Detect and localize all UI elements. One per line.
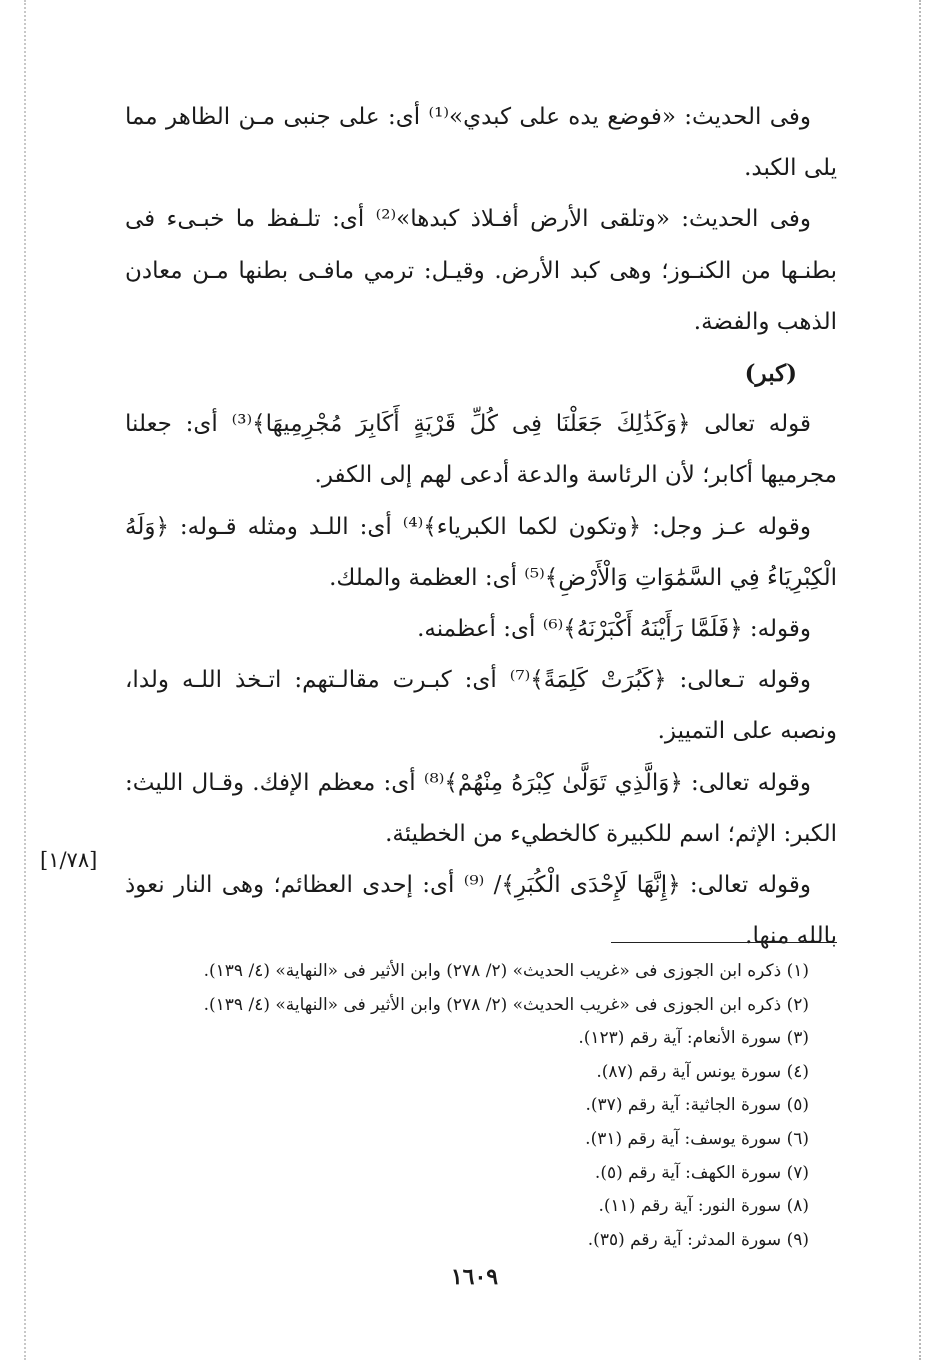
paragraph-akabir: قوله تعالى ﴿وَكَذَٰلِكَ جَعَلْنَا فِى كُلِّ قَرْيَةٍ أَكَابِرَ مُجْرِمِيهَا﴾⁽³⁾ أى: جعلنا مجرميها أكابر؛ لأن الرئاسة والدعة أدعى لهم إلى الكفر. (125, 411, 837, 489)
paragraph-kabid-hadith-1: وفى الحديث: «فوضع يده على كبدي»⁽¹⁾ أى: على جنبى مـن الظاهر مما يلى الكبد. (125, 104, 837, 182)
footnote-item: (٢) ذكره ابن الجوزى فى «غريب الحديث» (٢/ ٢٧٨) وابن الأثير فى «النهاية» (٤/ ١٣٩). (203, 994, 809, 1015)
page-number: ١٦٠٩ (450, 1264, 499, 1290)
footnote-item: (٣) سورة الأنعام: آية رقم (١٢٣). (578, 1028, 809, 1049)
footnote-item: (١) ذكره ابن الجوزى فى «غريب الحديث» (٢/ ٢٧٨) وابن الأثير فى «النهاية» (٤/ ١٣٩). (203, 961, 809, 981)
footnote-item: (٩) سورة المدثر: آية رقم (٣٥). (587, 1229, 809, 1250)
manuscript-folio-note: [١/٧٨] (40, 848, 98, 872)
footnotes-list (129, 955, 809, 1257)
footnote-item: (٦) سورة يوسف: آية رقم (٣١). (585, 1128, 809, 1149)
footnote-item: (٤) سورة يونس آية رقم (٨٧). (596, 1061, 809, 1082)
footnote-item: (٨) سورة النور: آية رقم (١١). (598, 1196, 809, 1217)
footnote-separator (611, 942, 837, 943)
paragraph-kibriya: وقوله عـز وجل: ﴿وتكون لكما الكبرياء﴾⁽⁴⁾ أى: اللـد ومثله قـوله: ﴿وَلَهُ الْكِبْرِيَاءُ فِي السَّمَٰوَاتِ وَالْأَرْضِ﴾⁽⁵⁾ أى: العظمة والملك. (125, 513, 837, 591)
scan-edge-left (24, 0, 26, 1360)
paragraph-kubar: وقوله تعالى: ﴿إِنَّهَا لَإِحْدَى الْكُبَرِ﴾/ ⁽⁹⁾ أى: إحدى العظائم؛ وهى النار نعوذ بالله منها. (125, 872, 837, 950)
entry-heading-kabar: (كبر) (744, 360, 797, 388)
paragraph-kabid-hadith-2: وفى الحديث: «وتلقى الأرض أفـلاذ كبدها»⁽²⁾ أى: تلـفظ ما خبـىء فى بطنـها من الكنـوز؛ وهى كبد الأرض. وقيـل: ترمي مافـى بطنها مـن معادن الذهب والفضة. (125, 206, 837, 335)
paragraph-akbarnahu: وقوله: ﴿فَلَمَّا رَأَيْنَهُ أَكْبَرْنَهُ﴾⁽⁶⁾ أى: أعظمنه. (417, 616, 811, 643)
paragraph-kaburat: وقوله تـعالى: ﴿كَبُرَتْ كَلِمَةً﴾⁽⁷⁾ أى: كبـرت مقالـتهم: اتـخذ اللـه ولدا، ونصبه على التمييز. (125, 667, 837, 745)
footnote-item: (٥) سورة الجاثية: آية رقم (٣٧). (585, 1095, 809, 1116)
main-text (125, 92, 837, 962)
paragraph-kibrahu: وقوله تعالى: ﴿وَالَّذِي تَوَلَّىٰ كِبْرَهُ مِنْهُمْ﴾⁽⁸⁾ أى: معظم الإفك. وقـال الليث: الكبر: الإثم؛ اسم للكبيرة كالخطيء من الخطيئة. (125, 769, 837, 847)
scan-edge-right (919, 0, 921, 1360)
footnote-item: (٧) سورة الكهف: آية رقم (٥). (594, 1162, 809, 1183)
